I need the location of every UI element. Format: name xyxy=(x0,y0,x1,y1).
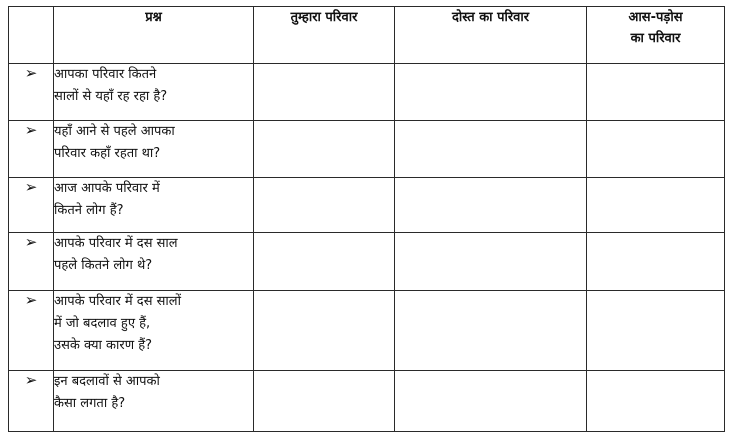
table-row xyxy=(9,178,725,233)
question-cell xyxy=(54,64,254,121)
table-row xyxy=(9,64,725,121)
header-neighbourhood-family xyxy=(587,7,725,64)
answer-your-family[interactable] xyxy=(254,371,395,432)
table-row xyxy=(9,233,725,291)
question-line: आपके परिवार में दस साल xyxy=(54,236,178,251)
question-line: आपके परिवार में दस सालों xyxy=(54,294,181,309)
header-neighbourhood-line1: आस-पड़ोस xyxy=(628,10,683,25)
question-line: कितने लोग हैं? xyxy=(54,203,124,218)
question-line: इन बदलावों से आपको xyxy=(54,374,160,389)
bullet-arrow-icon: ➢ xyxy=(9,233,54,291)
question-line: उसके क्या कारण हैं? xyxy=(54,338,153,353)
header-your-family: तुम्हारा परिवार xyxy=(254,7,395,64)
table-row xyxy=(9,291,725,371)
answer-neighbourhood-family[interactable] xyxy=(587,64,725,121)
bullet-arrow-icon: ➢ xyxy=(9,371,54,432)
family-survey-table xyxy=(8,6,725,432)
question-cell xyxy=(54,291,254,371)
bullet-arrow-icon: ➢ xyxy=(9,121,54,178)
answer-friend-family[interactable] xyxy=(395,371,587,432)
question-line: कैसा लगता है? xyxy=(54,396,126,411)
table-row xyxy=(9,121,725,178)
header-friend-family: दोस्त का परिवार xyxy=(395,7,587,64)
answer-neighbourhood-family[interactable] xyxy=(587,233,725,291)
question-cell xyxy=(54,178,254,233)
question-cell xyxy=(54,371,254,432)
question-line: आज आपके परिवार में xyxy=(54,181,160,196)
question-cell xyxy=(54,233,254,291)
question-line: में जो बदलाव हुए हैं, xyxy=(54,316,151,331)
answer-neighbourhood-family[interactable] xyxy=(587,121,725,178)
answer-neighbourhood-family[interactable] xyxy=(587,291,725,371)
question-line: सालों से यहाँ रह रहा है? xyxy=(54,89,168,104)
answer-neighbourhood-family[interactable] xyxy=(587,178,725,233)
answer-your-family[interactable] xyxy=(254,64,395,121)
answer-friend-family[interactable] xyxy=(395,291,587,371)
answer-friend-family[interactable] xyxy=(395,64,587,121)
header-neighbourhood-line2: का परिवार xyxy=(630,31,681,46)
answer-your-family[interactable] xyxy=(254,178,395,233)
bullet-arrow-icon: ➢ xyxy=(9,178,54,233)
answer-friend-family[interactable] xyxy=(395,178,587,233)
answer-your-family[interactable] xyxy=(254,291,395,371)
header-bullet-cell xyxy=(9,7,54,64)
header-question: प्रश्न xyxy=(54,7,254,64)
bullet-arrow-icon: ➢ xyxy=(9,291,54,371)
question-line: परिवार कहाँ रहता था? xyxy=(54,146,161,161)
answer-your-family[interactable] xyxy=(254,121,395,178)
answer-friend-family[interactable] xyxy=(395,233,587,291)
table-row xyxy=(9,371,725,432)
question-cell xyxy=(54,121,254,178)
header-row xyxy=(9,7,725,64)
answer-friend-family[interactable] xyxy=(395,121,587,178)
answer-your-family[interactable] xyxy=(254,233,395,291)
question-line: यहाँ आने से पहले आपका xyxy=(54,124,175,139)
answer-neighbourhood-family[interactable] xyxy=(587,371,725,432)
survey-sheet xyxy=(8,6,725,432)
bullet-arrow-icon: ➢ xyxy=(9,64,54,121)
question-line: पहले कितने लोग थे? xyxy=(54,258,153,273)
question-line: आपका परिवार कितने xyxy=(54,67,157,82)
